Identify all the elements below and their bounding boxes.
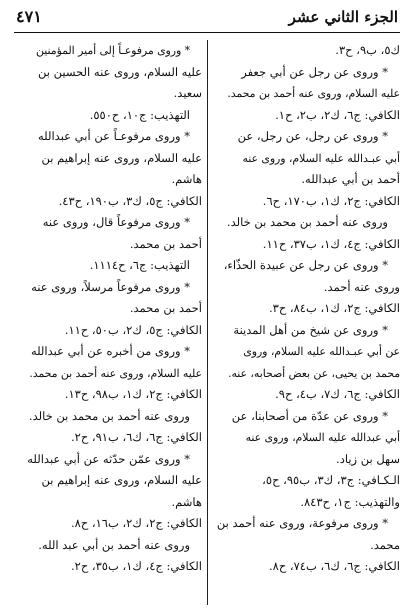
text-line: سهل بن زياد. bbox=[336, 451, 400, 466]
text-line: أحمد بن أبي عبدالله. bbox=[301, 172, 400, 186]
text-line: التهذيب: ج٦، ح١١١٤. bbox=[89, 258, 190, 272]
text-line: الكافي: ج٦، ك٧، ب٤، ح٩. bbox=[275, 387, 400, 401]
text-line: * وروى عمّن حدّثه عن أبي عبدالله bbox=[27, 451, 190, 466]
text-line: الكافي: ج٤، ك١، ب٣٥، ح٢. bbox=[70, 559, 202, 573]
text-line: * وروى عن رجل، عن رجل، عن bbox=[237, 129, 388, 143]
text-line: * وروى عن رجل عن عبيدة الحذّاء، bbox=[223, 258, 388, 272]
text-line: * وروى مرفوعة، وروى عنه أحمد بن bbox=[216, 516, 388, 530]
text-line: أبي عبدالله عليه السلام، وروى عنه bbox=[245, 431, 400, 444]
text-line: وروى عنه أحمد بن محمد بن خالد. bbox=[226, 215, 388, 229]
text-line: الـكـافي: ج٣، ك٣، ب٩٥، ح٥، bbox=[262, 473, 400, 487]
text-line: التهذيب: ج١٠، ح٥٥٠. bbox=[89, 107, 190, 122]
text-line: الكافي: ج٦، ك٦، ب٧٤، ح٨. bbox=[268, 559, 400, 573]
text-line: * وروى عن رجل عن أبي جعفر bbox=[241, 64, 388, 79]
text-line: * وروى عن شيخ من أهل المدينة bbox=[233, 322, 388, 337]
text-line: * وروى عن عدّة من أصحابنا، عن bbox=[231, 408, 388, 423]
page-number: ٤٧١ bbox=[16, 7, 42, 26]
text-line: * وروى مرفوعاً مرسلاً، وروى عنه bbox=[31, 279, 190, 294]
text-line: الكافي: ج٢، ك٢، ب١٦، ح٨. bbox=[70, 516, 202, 530]
text-line: الكافي: ج٥، ك٣، ب١٩٠، ح٤٣. bbox=[58, 193, 202, 208]
text-line: الكافي: ج٦، ك٢، ب٢، ح١. bbox=[275, 107, 400, 122]
text-line: عن أبي عبـدالله عليه السلام، وروى bbox=[243, 345, 400, 358]
text-line: محمد بن يحيى، عن بعض أصحابه، عنه. bbox=[228, 366, 400, 380]
text-line: ك٥، ب٩، ح٣. bbox=[335, 43, 400, 57]
text-line: أبي عبـدالله عليه السلام، وروى عنه bbox=[242, 151, 400, 165]
text-line: محمد. bbox=[370, 537, 400, 552]
text-line: هاشم. bbox=[171, 494, 202, 509]
text-line: الكافي: ج٦، ك٦، ب٩١، ح٢. bbox=[70, 430, 202, 444]
text-line: الكافي: ج٥، ك٢، ب٥٠، ح١١. bbox=[64, 322, 202, 337]
text-line: * وروى مرفوعاً قال، وروى عنه bbox=[42, 215, 190, 229]
text-line: أحمد بن محمد. bbox=[129, 236, 202, 251]
text-line: وروى عنه أحمد. bbox=[323, 279, 400, 294]
text-line: عليه السلام، وروى عنه إبراهيم بن bbox=[41, 150, 202, 165]
text-line: عليه السلام، وروى عنه أحمد بن محمد. bbox=[227, 87, 400, 100]
text-line: الكافي: ج٢، ك١، ب١٧٠، ح٦. bbox=[262, 193, 400, 208]
text-line: الكافي: ج٤، ك١، ب٣٧، ح١١. bbox=[262, 236, 400, 251]
text-line: أحمد بن محمد. bbox=[129, 301, 202, 315]
text-line: عليه السلام، وروى عنه الحسين بن bbox=[38, 64, 202, 79]
text-line: * وروى مرفوعـاً إلى أمير المؤمنين bbox=[36, 44, 190, 57]
page-header bbox=[14, 6, 400, 33]
text-line: * وروى مرفوعـاً عن أبي عبدالله bbox=[37, 129, 190, 143]
text-line: الكافي: ج٢، ك١، ب٨٤، ح٣. bbox=[268, 301, 400, 315]
column-divider bbox=[207, 40, 208, 605]
text-line: الكافي: ج٢، ك١، ب٩٨، ح١٣. bbox=[64, 387, 202, 401]
text-line: عليه السلام، وروى عنه أحمد بن محمد. bbox=[29, 366, 202, 380]
running-title: الجزء الثاني عشر bbox=[288, 8, 398, 26]
text-line: وروى عنه أحمد بن أبي عبد الله. bbox=[38, 537, 190, 552]
right-column bbox=[212, 40, 400, 578]
text-line: سعيد. bbox=[173, 86, 202, 100]
left-column bbox=[14, 40, 202, 578]
text-line: * وروى من أخبره عن أبي عبدالله bbox=[30, 344, 190, 358]
text-line: هاشم. bbox=[171, 172, 202, 186]
text-line: عليه السلام، وروى عنه إبراهيم بن bbox=[41, 473, 202, 487]
text-line: والتهذيب: ج١، ح٨٤٣. bbox=[300, 494, 400, 509]
text-line: وروى عنه أحمد بن محمد بن خالد. bbox=[28, 408, 190, 423]
